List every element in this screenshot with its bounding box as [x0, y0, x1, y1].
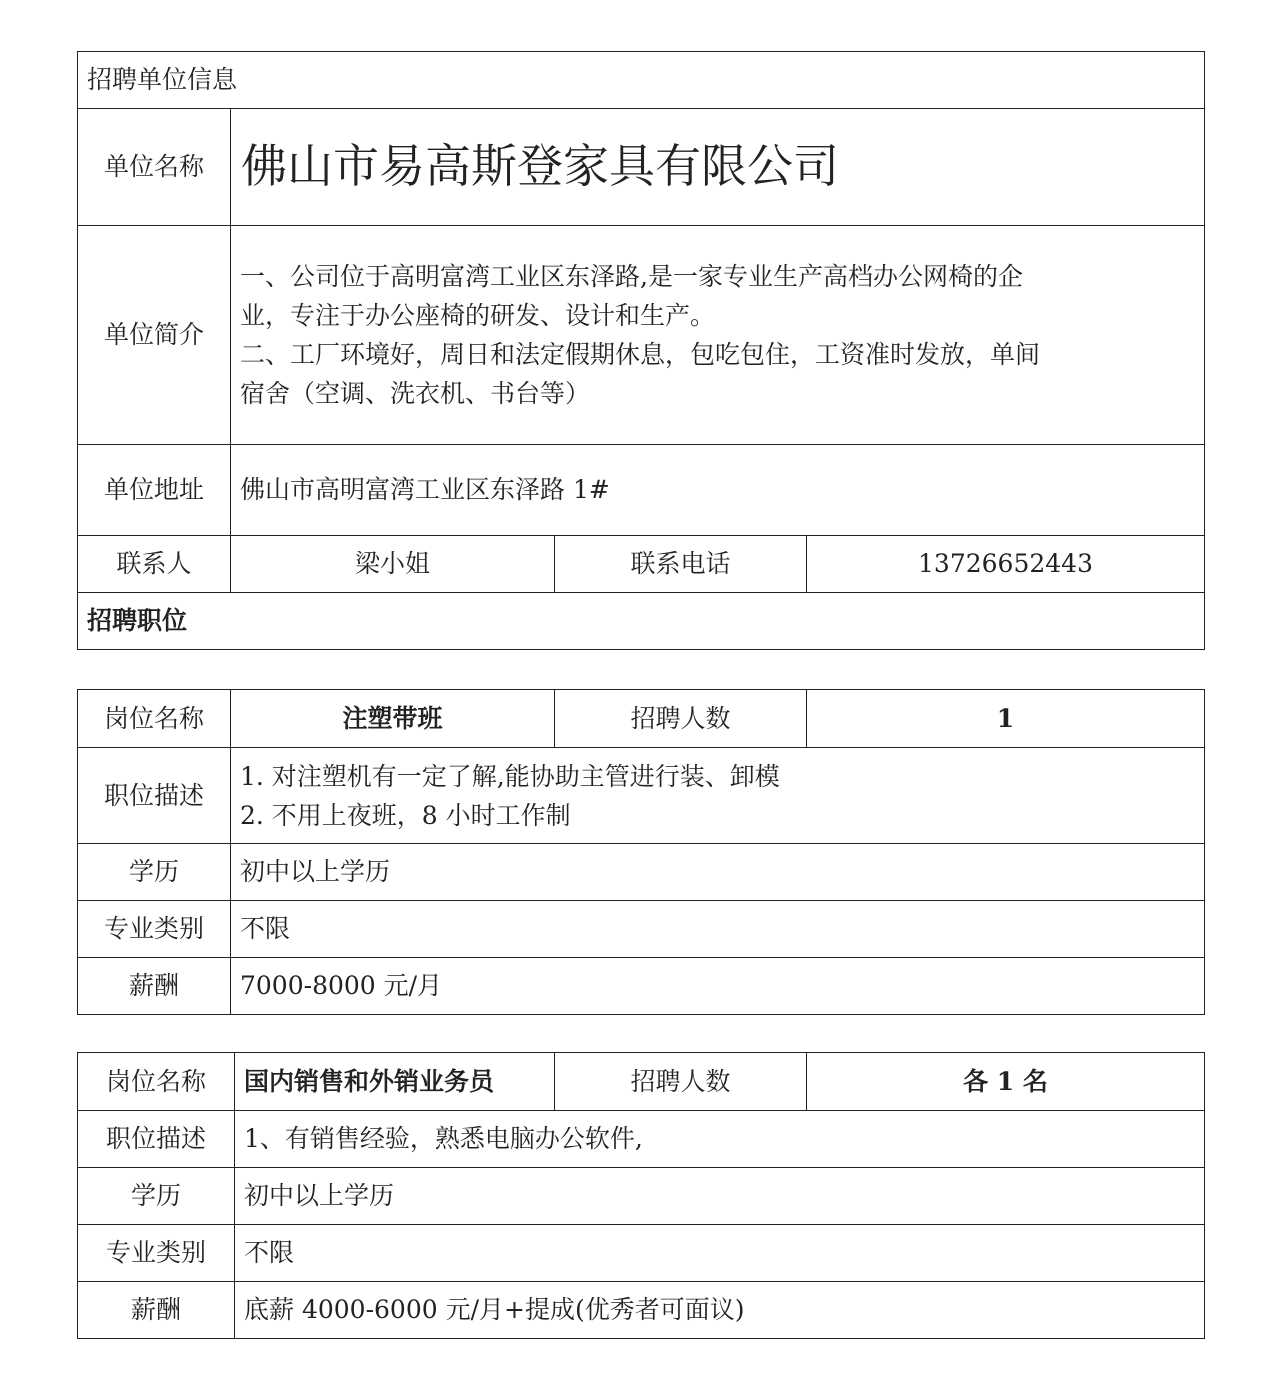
job-count-label: 招聘人数 [555, 1053, 807, 1111]
job-major-label: 专业类别 [78, 1225, 235, 1282]
job-edu-label: 学历 [78, 844, 231, 901]
contact-value: 梁小姐 [231, 536, 555, 593]
company-info-header: 招聘单位信息 [78, 52, 1205, 109]
company-intro-value [231, 226, 1205, 445]
company-intro-label: 单位简介 [78, 226, 231, 445]
job-count-value: 各 1 名 [807, 1053, 1205, 1111]
contact-label: 联系人 [78, 536, 231, 593]
job-title-label: 岗位名称 [78, 690, 231, 748]
job-count-value: 1 [807, 690, 1205, 748]
job-desc-label: 职位描述 [78, 748, 231, 844]
job-desc-value: 1、有销售经验，熟悉电脑办公软件, [235, 1111, 1205, 1168]
company-intro-line: 一、公司位于高明富湾工业区东泽路,是一家专业生产高档办公网椅的企 [240, 262, 1023, 291]
job-salary-value: 底薪 4000-6000 元/月+提成(优秀者可面议) [235, 1282, 1205, 1339]
company-intro-line: 业，专注于办公座椅的研发、设计和生产。 [240, 301, 716, 330]
job-title-value: 注塑带班 [231, 690, 555, 748]
company-address-label: 单位地址 [78, 445, 231, 536]
phone-value: 13726652443 [807, 536, 1205, 593]
job-edu-label: 学历 [78, 1168, 235, 1225]
job-major-value: 不限 [235, 1225, 1205, 1282]
job-edu-value: 初中以上学历 [231, 844, 1205, 901]
job-desc-label: 职位描述 [78, 1111, 235, 1168]
job-major-value: 不限 [231, 901, 1205, 958]
job-title-label: 岗位名称 [78, 1053, 235, 1111]
job-salary-value: 7000-8000 元/月 [231, 958, 1205, 1015]
company-intro-line: 二、工厂环境好，周日和法定假期休息，包吃包住，工资准时发放，单间 [240, 340, 1041, 369]
job-desc-line: 1. 对注塑机有一定了解,能协助主管进行装、卸模 [240, 761, 780, 791]
job-desc-line: 2. 不用上夜班，8 小时工作制 [240, 800, 571, 830]
company-address-value: 佛山市高明富湾工业区东泽路 1# [231, 445, 1205, 536]
job-table-injection-lead [77, 689, 1205, 1015]
job-salary-label: 薪酬 [78, 1282, 235, 1339]
job-edu-value: 初中以上学历 [235, 1168, 1205, 1225]
company-name-value: 佛山市易高斯登家具有限公司 [231, 109, 1205, 226]
job-count-label: 招聘人数 [555, 690, 807, 748]
job-major-label: 专业类别 [78, 901, 231, 958]
job-salary-label: 薪酬 [78, 958, 231, 1015]
job-table-sales [77, 1052, 1205, 1339]
company-intro-line: 宿舍（空调、洗衣机、书台等） [240, 379, 591, 408]
phone-label: 联系电话 [555, 536, 807, 593]
company-info-table [77, 51, 1205, 650]
positions-header: 招聘职位 [78, 593, 1205, 650]
job-title-value: 国内销售和外销业务员 [235, 1053, 555, 1111]
company-name-label: 单位名称 [78, 109, 231, 226]
job-desc-value [231, 748, 1205, 844]
